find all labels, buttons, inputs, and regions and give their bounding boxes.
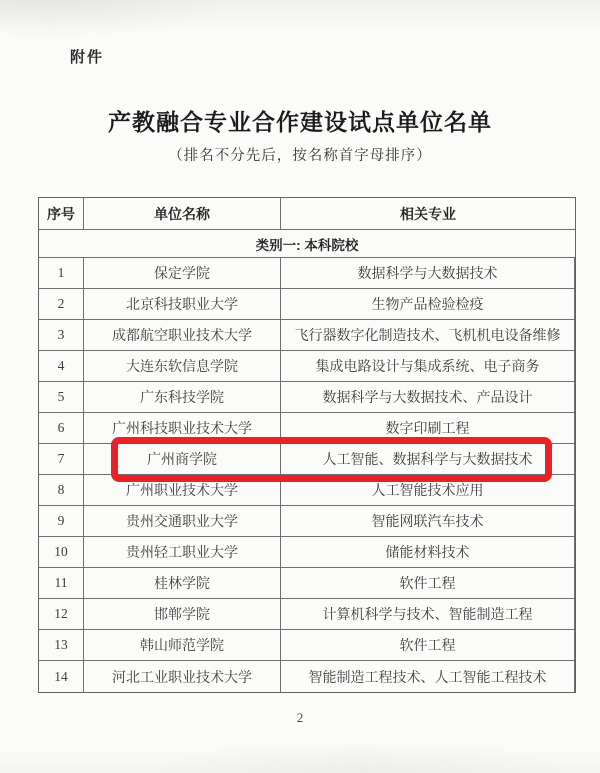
- row-majors: 人工智能、数据科学与大数据技术: [281, 444, 575, 474]
- table-row: [39, 568, 575, 599]
- category-label: 类别一: 本科院校: [255, 237, 359, 253]
- category-row: [39, 230, 575, 258]
- row-unit: 贵州交通职业大学: [84, 506, 281, 536]
- row-unit: 保定学院: [84, 258, 281, 288]
- row-number: 3: [39, 320, 84, 350]
- header-cell-major: 相关专业: [400, 205, 456, 222]
- units-table: [38, 197, 576, 693]
- row-unit: 广州商学院: [84, 444, 281, 474]
- row-number: 5: [39, 382, 84, 412]
- row-number: 4: [39, 351, 84, 381]
- table-row: [39, 258, 575, 289]
- row-number: 8: [39, 475, 84, 505]
- row-unit: 广州科技职业技术大学: [84, 413, 281, 443]
- row-majors: 集成电路设计与集成系统、电子商务: [281, 351, 575, 381]
- row-majors: 人工智能技术应用: [281, 475, 575, 505]
- row-majors: 软件工程: [281, 568, 575, 598]
- row-unit: 韩山师范学院: [84, 630, 281, 660]
- header-cell-no: 序号: [39, 198, 84, 229]
- table-row: [39, 661, 575, 692]
- table-row: [39, 382, 575, 413]
- row-unit: 广州职业技术大学: [84, 475, 281, 505]
- page-subtitle: （排名不分先后，按名称首字母排序）: [168, 148, 432, 164]
- row-majors: 智能制造工程技术、人工智能工程技术: [281, 661, 575, 692]
- table-header-row: [39, 198, 575, 230]
- row-unit: 大连东软信息学院: [84, 351, 281, 381]
- table-row: [39, 351, 575, 382]
- table-row: [39, 599, 575, 630]
- row-unit: 北京科技职业大学: [84, 289, 281, 319]
- page-title: 产教融合专业合作建设试点单位名单: [108, 109, 492, 135]
- row-unit: 邯郸学院: [84, 599, 281, 629]
- row-unit: 贵州轻工职业大学: [84, 537, 281, 567]
- row-unit: 成都航空职业技术大学: [84, 320, 281, 350]
- table-row: [39, 506, 575, 537]
- row-number: 11: [39, 568, 84, 598]
- page-number: 2: [296, 710, 304, 725]
- row-majors: 生物产品检验检疫: [281, 289, 575, 319]
- table-body: [39, 258, 575, 692]
- table-row: [39, 413, 575, 444]
- row-number: 6: [39, 413, 84, 443]
- row-unit: 河北工业职业技术大学: [84, 661, 281, 692]
- row-majors: 数据科学与大数据技术: [281, 258, 575, 288]
- row-number: 10: [39, 537, 84, 567]
- row-majors: 智能网联汽车技术: [281, 506, 575, 536]
- table-row: [39, 320, 575, 351]
- row-number: 14: [39, 661, 84, 692]
- row-number: 13: [39, 630, 84, 660]
- row-majors: 飞行器数字化制造技术、飞机机电设备维修: [281, 320, 575, 350]
- row-number: 1: [39, 258, 84, 288]
- row-majors: 计算机科学与技术、智能制造工程: [281, 599, 575, 629]
- header-cell-unit: 单位名称: [84, 198, 281, 229]
- row-majors: 数据科学与大数据技术、产品设计: [281, 382, 575, 412]
- table-row: [39, 289, 575, 320]
- row-unit: 桂林学院: [84, 568, 281, 598]
- row-majors: 储能材料技术: [281, 537, 575, 567]
- table-row: [39, 475, 575, 506]
- row-majors: 数字印刷工程: [281, 413, 575, 443]
- row-number: 9: [39, 506, 84, 536]
- row-number: 2: [39, 289, 84, 319]
- table-row: [39, 444, 575, 475]
- attachment-label: 附件: [70, 49, 105, 66]
- row-number: 12: [39, 599, 84, 629]
- row-majors: 软件工程: [281, 630, 575, 660]
- table-row: [39, 537, 575, 568]
- table-row: [39, 630, 575, 661]
- row-number: 7: [39, 444, 84, 474]
- row-unit: 广东科技学院: [84, 382, 281, 412]
